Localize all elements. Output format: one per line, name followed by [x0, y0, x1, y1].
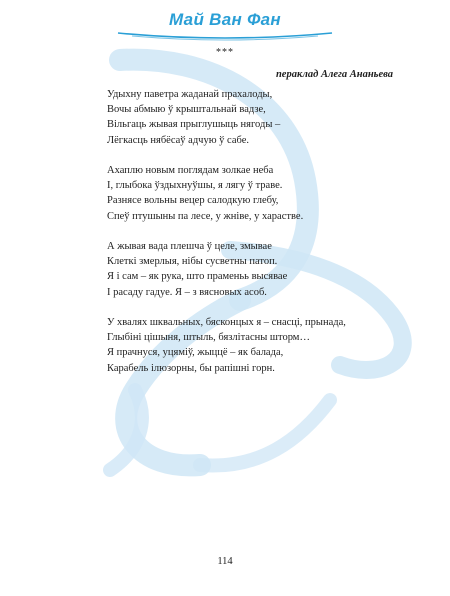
poem-line: І расаду гадуе. Я – з вясновых асоб. [107, 286, 267, 298]
header-swoosh-divider [0, 29, 450, 45]
poem-line: Разнясе вольны вецер салодкую глебу, [107, 195, 279, 207]
poem-line: Карабель ілюзорны, бы рапішні горн. [107, 362, 275, 374]
poem-line: Клеткі змерлыя, нібы сусветны патоп. [107, 256, 278, 268]
poem-line: Я і сам – як рука, што праменьь высявае [107, 271, 288, 283]
section-divider: *** [216, 47, 234, 58]
poem-line: Вочы абмыю ў крыштальнай вадзе, [107, 104, 266, 116]
translator-credit: пераклад Алега Ананьева [275, 69, 393, 80]
poem-body [107, 87, 407, 391]
stanza [107, 163, 407, 224]
stanza [107, 239, 407, 300]
poem-line: Спеў птушыны па лесе, у жніве, у хараствe. [107, 210, 304, 222]
book-header-title: Май Ван Фан [169, 10, 281, 29]
poem-line: Я прачнуся, уцяміў, жыццё – як балада, [107, 347, 284, 359]
poem-line: І, глыбока ўздыхнуўшы, я лягу ў траве. [107, 180, 283, 192]
poem-line: Ахаплю новым поглядам золкае неба [107, 165, 274, 176]
poem-line: Вільгаць жывая прыглушыць нягоды – [107, 119, 281, 131]
poem-line: А жывая вада плешча ў целе, змывае [107, 241, 272, 252]
stanza [107, 315, 407, 376]
poem-line: Глыбіні цішыня, штыль, бязлітасны шторм… [107, 332, 310, 344]
poem-line: Удыхну паветра жаданай прахалоды, [107, 89, 273, 100]
stanza [107, 87, 407, 148]
page-number: 114 [217, 556, 233, 567]
poem-line: Лёгкасць нябёсаў адчую ў сабе. [107, 134, 249, 146]
poem-line: У хвалях шквальных, бясконцых я – снасці, прынада, [107, 317, 346, 328]
